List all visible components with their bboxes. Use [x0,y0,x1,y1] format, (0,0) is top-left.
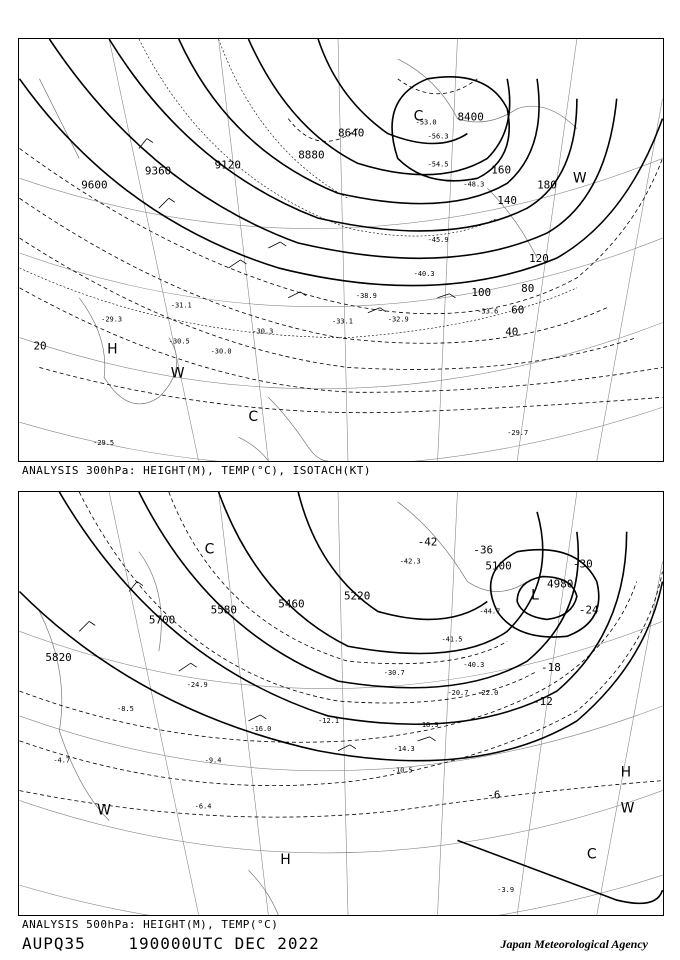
cold-marker: C [586,846,597,863]
isotach-label: 60 [511,303,525,317]
temp-label: -32.9 [387,315,409,324]
height-label: 5580 [210,603,237,617]
map-300hpa [19,39,663,461]
temp-label: -4.7 [53,756,71,765]
temp-label: -18.9 [417,720,439,729]
isotach-label: 20 [33,339,47,353]
isotach-label: 180 [537,178,557,192]
warm-marker: W [97,802,111,819]
isotach-label: 120 [529,251,549,265]
warm-marker: W [620,800,635,817]
warm-marker: W [170,365,185,382]
chart-identifier [22,934,320,953]
chart-code: AUPQ35 [22,934,86,953]
wind-barbs [139,139,456,313]
temp-label: -40.3 [413,269,435,278]
analysis-500hpa-chart [18,491,664,916]
temp-label: -33.6 [477,307,499,316]
height-label: 5700 [148,613,176,627]
temp-label: -30.0 [210,347,232,356]
isotach-label: 40 [505,325,519,339]
isotherm-label: -24 [578,603,599,617]
temp-label: -30.7 [383,669,405,678]
height-label: 5100 [485,559,512,573]
graticule [20,39,663,461]
analysis-300hpa-chart [18,38,664,462]
chart-caption-300hpa: ANALYSIS 300hPa: HEIGHT(M), TEMP(°C), ISOTACH(KT) [22,464,372,477]
isotherm-label: -42 [417,535,438,549]
temp-label: -38.9 [355,291,377,300]
graticule [20,492,663,915]
chart-caption-500hpa: ANALYSIS 500hPa: HEIGHT(M), TEMP(°C) [22,918,279,931]
height-label: 8400 [457,110,484,124]
temp-label: -29.5 [93,439,115,448]
temp-label: -40.3 [463,661,485,670]
temp-label: -29.3 [101,315,123,324]
temp-label: -16.0 [250,724,272,733]
cold-marker: C [204,541,215,558]
temp-label: -14.3 [393,744,415,753]
high-pressure-marker: H [107,341,118,358]
temp-label: -22.0 [477,689,499,698]
temp-label: -8.5 [117,704,134,713]
cold-marker: C [248,409,259,426]
isotach-label: 80 [521,281,535,295]
height-label: 9600 [81,178,108,192]
height-label: 5820 [45,651,72,665]
temp-label: -56.3 [427,132,449,141]
isotherm-label: -30 [572,557,593,571]
isotherm-label: -18 [541,661,561,675]
temp-label: -30.5 [168,337,190,346]
temp-label: -41.5 [441,635,463,644]
temp-label: -29.7 [507,429,529,438]
height-contours [20,492,663,903]
temp-label: -53.0 [415,118,437,127]
temp-label: -30.3 [252,327,274,336]
map-500hpa [19,492,663,915]
height-label: 5460 [278,597,305,611]
height-label: 9360 [144,164,172,178]
temp-label: -6.4 [194,802,212,811]
temp-label: -20.7 [447,689,469,698]
temp-label: -24.9 [186,681,208,690]
temp-label: -33.1 [332,317,353,326]
height-label: 9120 [214,158,241,172]
isotherm-label: -12 [533,694,553,708]
isotherm-label: -6 [487,788,501,802]
high-pressure-marker: H [280,852,291,869]
isotach-label: 100 [471,285,492,299]
coastlines [39,59,576,461]
chart-datetime: 190000UTC DEC 2022 [128,934,320,953]
isotach-label: 160 [491,163,512,177]
temp-label: -10.5 [391,766,413,775]
temp-label: -9.4 [204,756,222,765]
temp-label: -42.3 [399,557,421,566]
warm-marker: W [572,170,587,187]
temp-label: -45.9 [427,236,449,245]
temp-label: -31.1 [170,301,192,310]
isotach-label: 140 [497,194,518,208]
temp-label: -54.5 [427,160,449,169]
low-pressure-marker: L [531,587,539,604]
height-label: 4980 [547,577,574,591]
temp-label: -3.9 [497,886,515,895]
height-label: 5220 [343,589,371,603]
cold-marker: C [413,108,424,125]
temp-label: -12.1 [318,716,340,725]
height-label: 8880 [298,148,325,162]
temp-label: -44.7 [479,607,501,616]
high-pressure-marker: H [620,764,632,781]
temp-label: -48.3 [463,180,485,189]
isotherm-label: -36 [473,543,494,557]
height-label: 8640 [338,126,365,140]
agency-name: Japan Meteorological Agency [500,937,648,951]
